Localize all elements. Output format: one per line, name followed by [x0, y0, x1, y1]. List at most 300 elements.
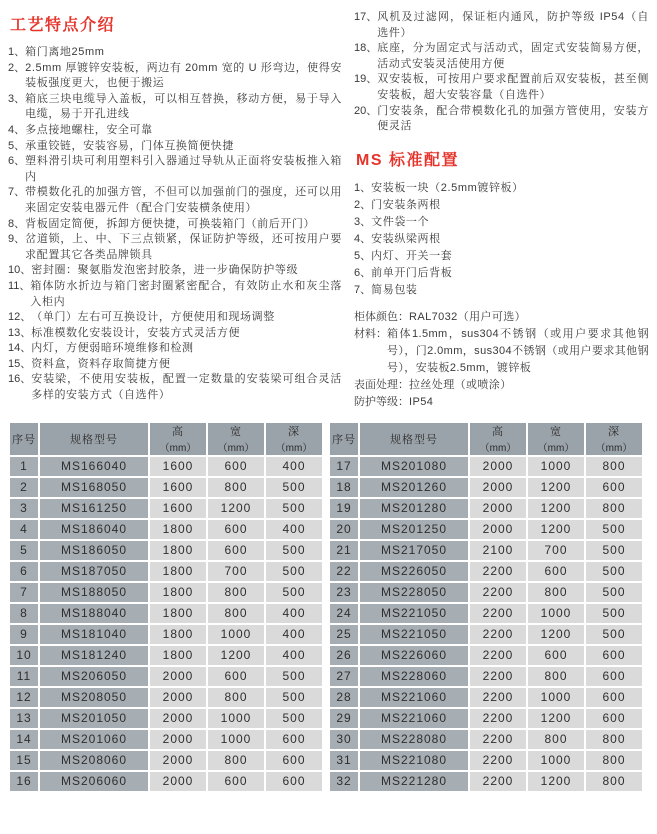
list-item-text: 前单开门后背板 [371, 266, 453, 279]
cell-depth: 500 [266, 667, 322, 686]
list-item-number: 19、 [354, 73, 378, 86]
header-depth: 深 （mm） [266, 423, 322, 455]
features-list-right [354, 10, 649, 135]
cell-no: 15 [10, 751, 38, 770]
features-heading: 工艺特点介绍 [10, 17, 116, 34]
cell-depth: 600 [266, 751, 322, 770]
cell-depth: 800 [586, 457, 642, 476]
cell-no: 22 [330, 562, 358, 581]
cell-depth: 600 [586, 688, 642, 707]
spec-line [354, 326, 649, 377]
config-list-item [354, 180, 649, 197]
cell-height: 2200 [470, 751, 526, 770]
cell-model: MS206050 [40, 667, 148, 686]
cell-depth: 400 [266, 604, 322, 623]
feature-list-item [8, 185, 342, 216]
cell-depth: 400 [266, 520, 322, 539]
size-table-left [8, 421, 324, 793]
spec-value: IP54 [409, 395, 434, 408]
list-item-text: 箱门离地25mm [25, 46, 105, 58]
feature-list-item [8, 139, 342, 155]
cell-height: 1800 [150, 562, 206, 581]
header-depth: 深 （mm） [586, 423, 642, 455]
cell-width: 1200 [528, 520, 584, 539]
cell-depth: 500 [266, 583, 322, 602]
cell-model: MS228060 [360, 667, 468, 686]
list-item-number: 14、 [8, 342, 32, 355]
list-item-number: 7、 [8, 186, 26, 199]
feature-list-item [354, 41, 649, 72]
cell-height: 2200 [470, 772, 526, 791]
spec-label: 表面处理： [354, 378, 409, 391]
list-item-text: 安装梁，不使用安装板，配置一定数量的安装梁可组合灵活多样的安装方式（自选件） [31, 373, 342, 402]
cell-width: 800 [208, 583, 264, 602]
cell-width: 600 [208, 520, 264, 539]
cell-height: 2000 [470, 457, 526, 476]
cell-no: 3 [10, 499, 38, 518]
cell-height: 1800 [150, 625, 206, 644]
cell-no: 14 [10, 730, 38, 749]
cell-model: MS181040 [40, 625, 148, 644]
cell-depth: 800 [586, 751, 642, 770]
cell-width: 1200 [528, 499, 584, 518]
table-row [10, 646, 322, 665]
cell-height: 2200 [470, 688, 526, 707]
cell-depth: 400 [266, 646, 322, 665]
list-item-number: 15、 [8, 357, 32, 370]
list-item-text: 文件袋一个 [371, 215, 430, 228]
feature-list-item [8, 61, 342, 92]
cell-width: 1200 [528, 772, 584, 791]
config-column [342, 10, 649, 411]
list-item-number: 16、 [8, 373, 32, 386]
cell-no: 16 [10, 772, 38, 791]
list-item-number: 8、 [8, 217, 26, 230]
list-item-text: 双安装板，可按用户要求配置前后双安装板，甚至侧安装板，超大安装容量（自选件） [377, 73, 649, 101]
cell-model: MS208060 [40, 751, 148, 770]
cell-model: MS201260 [360, 478, 468, 497]
table-row [330, 646, 642, 665]
cell-model: MS228050 [360, 583, 468, 602]
list-item-text: 带模数化孔的加强方管，不但可以加强前门的强度，还可以用来固定安装电器元件（配合门安装横条使用） [25, 186, 342, 214]
list-item-text: 塑料滑引块可利用塑料引入器通过导轨从正面将安装板推入箱内 [25, 155, 342, 183]
standard-config-heading: MS 标准配置 [356, 151, 459, 169]
feature-list-item [8, 154, 342, 185]
table-row [330, 709, 642, 728]
list-item-number: 17、 [354, 11, 378, 23]
list-item-number: 13、 [8, 326, 32, 339]
cell-model: MS201280 [360, 499, 468, 518]
cell-no: 30 [330, 730, 358, 749]
cell-height: 1600 [150, 457, 206, 476]
feature-list-item [8, 123, 342, 139]
list-item-number: 4、 [8, 123, 26, 136]
cell-height: 1800 [150, 604, 206, 623]
cell-model: MS168050 [40, 478, 148, 497]
table-row [330, 562, 642, 581]
cell-no: 5 [10, 541, 38, 560]
cell-depth: 800 [586, 730, 642, 749]
list-item-text: 标准模数化安装设计，安装方式灵活方便 [31, 326, 241, 339]
cell-height: 1600 [150, 478, 206, 497]
cell-model: MS217050 [360, 541, 468, 560]
header-height: 高 （mm） [150, 423, 206, 455]
spec-line [354, 377, 649, 394]
list-item-text: 2.5mm 厚镀锌安装板，两边有 20mm 宽的 U 形弯边，使得安装板强度更大，也便于搬运 [25, 61, 342, 90]
cell-width: 1000 [528, 604, 584, 623]
cell-width: 1200 [528, 709, 584, 728]
header-width: 宽 （mm） [208, 423, 264, 455]
header-height: 高 （mm） [470, 423, 526, 455]
cell-model: MS221080 [360, 751, 468, 770]
table-row [330, 583, 642, 602]
cell-model: MS188050 [40, 583, 148, 602]
feature-list-item [8, 341, 342, 357]
cell-depth: 600 [586, 478, 642, 497]
cell-width: 1000 [208, 625, 264, 644]
cell-model: MS161250 [40, 499, 148, 518]
cell-no: 4 [10, 520, 38, 539]
cell-width: 1000 [208, 709, 264, 728]
spec-line [354, 394, 649, 411]
feature-list-item [354, 10, 649, 41]
cell-depth: 600 [266, 772, 322, 791]
list-item-number: 6、 [8, 155, 26, 168]
cell-width: 600 [528, 562, 584, 581]
cell-no: 1 [10, 457, 38, 476]
feature-list-item [8, 45, 342, 61]
list-item-number: 1、 [8, 46, 26, 58]
list-item-text: 底座，分为固定式与活动式，固定式安装简易方便，活动式安装灵活使用方便 [377, 42, 649, 70]
cell-depth: 500 [586, 604, 642, 623]
table-row [330, 457, 642, 476]
config-list-item [354, 248, 649, 265]
table-row [10, 457, 322, 476]
table-row [10, 772, 322, 791]
spec-label: 材料： [354, 327, 387, 340]
table-row [10, 709, 322, 728]
list-item-text: 多点接地螺柱，安全可靠 [25, 123, 153, 136]
cell-height: 1600 [150, 499, 206, 518]
cell-width: 800 [208, 478, 264, 497]
cell-depth: 500 [586, 541, 642, 560]
cell-model: MS208050 [40, 688, 148, 707]
cell-model: MS186040 [40, 520, 148, 539]
list-item-text: 简易包装 [371, 283, 418, 296]
table-row [330, 499, 642, 518]
cell-no: 9 [10, 625, 38, 644]
table-header-row [10, 423, 322, 455]
config-list-item [354, 231, 649, 248]
cell-width: 800 [208, 604, 264, 623]
table-row [330, 772, 642, 791]
cell-model: MS181240 [40, 646, 148, 665]
list-item-number: 5、 [354, 249, 372, 262]
cell-no: 25 [330, 625, 358, 644]
cell-no: 19 [330, 499, 358, 518]
feature-list-item [8, 92, 342, 123]
cell-depth: 400 [266, 625, 322, 644]
list-item-number: 3、 [354, 215, 372, 228]
features-column [8, 10, 342, 411]
cell-model: MS221050 [360, 625, 468, 644]
config-list-item [354, 265, 649, 282]
list-item-number: 18、 [354, 42, 378, 55]
feature-list-item [354, 72, 649, 103]
cell-depth: 800 [586, 772, 642, 791]
list-item-number: 11、 [8, 279, 31, 292]
cell-depth: 600 [266, 730, 322, 749]
feature-list-item [8, 232, 342, 263]
list-item-text: 密封圈：聚氨脂发泡密封胶条，进一步确保防护等级 [31, 264, 299, 277]
cell-width: 1200 [208, 499, 264, 518]
cell-model: MS201050 [40, 709, 148, 728]
cell-no: 27 [330, 667, 358, 686]
cell-depth: 500 [266, 499, 322, 518]
header-width: 宽 （mm） [528, 423, 584, 455]
cell-depth: 600 [586, 646, 642, 665]
header-no: 序号 [10, 423, 38, 455]
cell-model: MS201250 [360, 520, 468, 539]
feature-list-item [8, 310, 342, 326]
cell-model: MS221060 [360, 709, 468, 728]
cell-height: 2200 [470, 709, 526, 728]
cell-height: 2000 [470, 478, 526, 497]
table-row [330, 541, 642, 560]
list-item-text: 门安装条，配合带模数化孔的加强方管使用，安装方便灵活 [377, 104, 649, 133]
config-list-item [354, 282, 649, 299]
cell-width: 1000 [528, 751, 584, 770]
feature-list-item [8, 279, 342, 310]
cell-model: MS226060 [360, 646, 468, 665]
config-list-item [354, 214, 649, 231]
cell-height: 2200 [470, 646, 526, 665]
cell-no: 18 [330, 478, 358, 497]
table-row [10, 604, 322, 623]
cell-no: 31 [330, 751, 358, 770]
cell-height: 2000 [150, 709, 206, 728]
table-row [10, 562, 322, 581]
list-item-text: 门安装条两根 [371, 198, 441, 211]
standard-config-section [354, 147, 649, 299]
table-row [10, 583, 322, 602]
cell-width: 1000 [528, 688, 584, 707]
feature-list-item [354, 104, 649, 135]
standard-config-list [354, 180, 649, 299]
table-row [330, 625, 642, 644]
table-row [10, 625, 322, 644]
cell-width: 800 [208, 751, 264, 770]
text-columns [8, 10, 649, 411]
list-item-text: 承重铰链，安装容易，门体互换简便快捷 [25, 139, 234, 152]
list-item-number: 4、 [354, 232, 372, 245]
cell-depth: 400 [266, 457, 322, 476]
list-item-number: 20、 [354, 104, 378, 117]
feature-list-item [8, 263, 342, 279]
cell-model: MS186050 [40, 541, 148, 560]
cell-width: 700 [528, 541, 584, 560]
table-row [10, 688, 322, 707]
cell-model: MS221060 [360, 688, 468, 707]
cell-height: 1800 [150, 583, 206, 602]
cell-width: 800 [528, 667, 584, 686]
cell-no: 20 [330, 520, 358, 539]
cell-no: 26 [330, 646, 358, 665]
spec-value: 箱体1.5mm，sus304不锈钢（或用户要求其他钢号），门2.0mm，sus304不锈钢（或用户要求其他钢号），安装板2.5mm，镀锌板 [387, 327, 649, 374]
table-row [10, 541, 322, 560]
cell-width: 800 [528, 730, 584, 749]
feature-list-item [8, 217, 342, 233]
cell-width: 1000 [208, 730, 264, 749]
header-model: 规格型号 [40, 423, 148, 455]
cell-no: 11 [10, 667, 38, 686]
cell-depth: 800 [586, 499, 642, 518]
cell-no: 2 [10, 478, 38, 497]
cell-width: 600 [208, 772, 264, 791]
list-item-number: 2、 [8, 61, 26, 74]
cell-model: MS187050 [40, 562, 148, 581]
table-row [330, 730, 642, 749]
list-item-number: 3、 [8, 92, 26, 105]
list-item-text: 内灯、开关一套 [371, 249, 453, 262]
cell-height: 2000 [470, 499, 526, 518]
cell-no: 12 [10, 688, 38, 707]
cell-no: 13 [10, 709, 38, 728]
cell-width: 1200 [208, 646, 264, 665]
cell-model: MS221280 [360, 772, 468, 791]
cell-model: MS228080 [360, 730, 468, 749]
table-row [10, 751, 322, 770]
cell-no: 7 [10, 583, 38, 602]
spec-line [354, 309, 649, 326]
cell-depth: 500 [266, 541, 322, 560]
list-item-text: 内灯，方便弱暗环境维修和检测 [31, 342, 194, 355]
cell-model: MS201080 [360, 457, 468, 476]
cell-width: 600 [208, 667, 264, 686]
cell-height: 2000 [470, 520, 526, 539]
size-tables [8, 421, 649, 793]
table-row [330, 667, 642, 686]
list-item-number: 1、 [354, 181, 372, 194]
cell-width: 1000 [528, 457, 584, 476]
cell-height: 2200 [470, 562, 526, 581]
cell-no: 17 [330, 457, 358, 476]
cell-model: MS166040 [40, 457, 148, 476]
table-header-row [330, 423, 642, 455]
table-row [10, 520, 322, 539]
list-item-number: 10、 [8, 264, 32, 277]
feature-list-item [8, 357, 342, 373]
table-row [10, 478, 322, 497]
cell-width: 800 [528, 583, 584, 602]
cell-no: 24 [330, 604, 358, 623]
list-item-number: 12、 [8, 311, 32, 324]
cell-height: 2000 [150, 667, 206, 686]
cell-depth: 600 [586, 667, 642, 686]
cell-width: 1200 [528, 478, 584, 497]
cell-no: 6 [10, 562, 38, 581]
cell-height: 2000 [150, 688, 206, 707]
list-item-text: 岔道锁，上、中、下三点锁紧，保证防护等级，还可按用户要求配置其它各类品牌锁具 [25, 233, 342, 261]
config-list-item [354, 197, 649, 214]
list-item-text: 资料盒，资料存取简捷方便 [31, 357, 171, 370]
list-item-text: 安装板一块（2.5mm镀锌板） [371, 181, 524, 194]
table-row [10, 499, 322, 518]
cell-height: 2200 [470, 730, 526, 749]
cell-model: MS221050 [360, 604, 468, 623]
list-item-text: 背板固定简便，拆卸方便快捷，可换装箱门（前后开门） [25, 217, 316, 230]
size-table-right [328, 421, 644, 793]
cell-depth: 500 [266, 562, 322, 581]
header-no: 序号 [330, 423, 358, 455]
cell-no: 32 [330, 772, 358, 791]
spec-value: RAL7032（用户可选） [409, 310, 527, 323]
cell-no: 23 [330, 583, 358, 602]
spec-label: 柜体颜色： [354, 310, 409, 323]
table-row [330, 520, 642, 539]
list-item-number: 5、 [8, 139, 26, 152]
table-row [10, 730, 322, 749]
table-row [330, 688, 642, 707]
cell-width: 600 [208, 457, 264, 476]
list-item-text: 风机及过滤网，保证柜内通风，防护等级 IP54（自选件） [377, 11, 649, 39]
cell-no: 21 [330, 541, 358, 560]
cell-depth: 500 [586, 520, 642, 539]
list-item-text: 箱底三块电缆导入盖板，可以相互替换，移动方便，易于导入电缆，易于开孔进线 [25, 92, 342, 121]
cell-height: 1800 [150, 541, 206, 560]
list-item-text: （单门）左右可互换设计，方便使用和现场调整 [31, 311, 275, 324]
list-item-text: 安装纵梁两根 [371, 232, 441, 245]
cell-depth: 600 [586, 709, 642, 728]
cell-height: 1800 [150, 520, 206, 539]
cell-height: 2200 [470, 667, 526, 686]
cell-model: MS226050 [360, 562, 468, 581]
cell-no: 8 [10, 604, 38, 623]
cell-depth: 500 [586, 583, 642, 602]
cell-depth: 500 [266, 709, 322, 728]
header-model: 规格型号 [360, 423, 468, 455]
cell-width: 800 [208, 688, 264, 707]
cell-height: 2200 [470, 583, 526, 602]
spec-value: 拉丝处理（或喷涂） [409, 378, 512, 391]
list-item-number: 6、 [354, 266, 372, 279]
cell-height: 2000 [150, 772, 206, 791]
list-item-text: 箱体防水折边与箱门密封圈紧密配合，有效防止水和灰尘落入柜内 [30, 279, 342, 308]
cell-depth: 500 [586, 562, 642, 581]
table-row [10, 667, 322, 686]
cell-no: 10 [10, 646, 38, 665]
material-specs [354, 309, 649, 411]
cell-depth: 500 [586, 625, 642, 644]
table-row [330, 751, 642, 770]
feature-list-item [8, 326, 342, 342]
cell-no: 28 [330, 688, 358, 707]
cell-width: 600 [528, 646, 584, 665]
cell-height: 1800 [150, 646, 206, 665]
cell-depth: 500 [266, 688, 322, 707]
spec-label: 防护等级： [354, 395, 409, 408]
features-list-left [8, 45, 342, 404]
cell-model: MS201060 [40, 730, 148, 749]
cell-height: 2100 [470, 541, 526, 560]
table-row [330, 478, 642, 497]
list-item-number: 9、 [8, 233, 26, 246]
list-item-number: 2、 [354, 198, 372, 211]
cell-height: 2200 [470, 604, 526, 623]
cell-width: 700 [208, 562, 264, 581]
cell-width: 1200 [528, 625, 584, 644]
table-row [330, 604, 642, 623]
